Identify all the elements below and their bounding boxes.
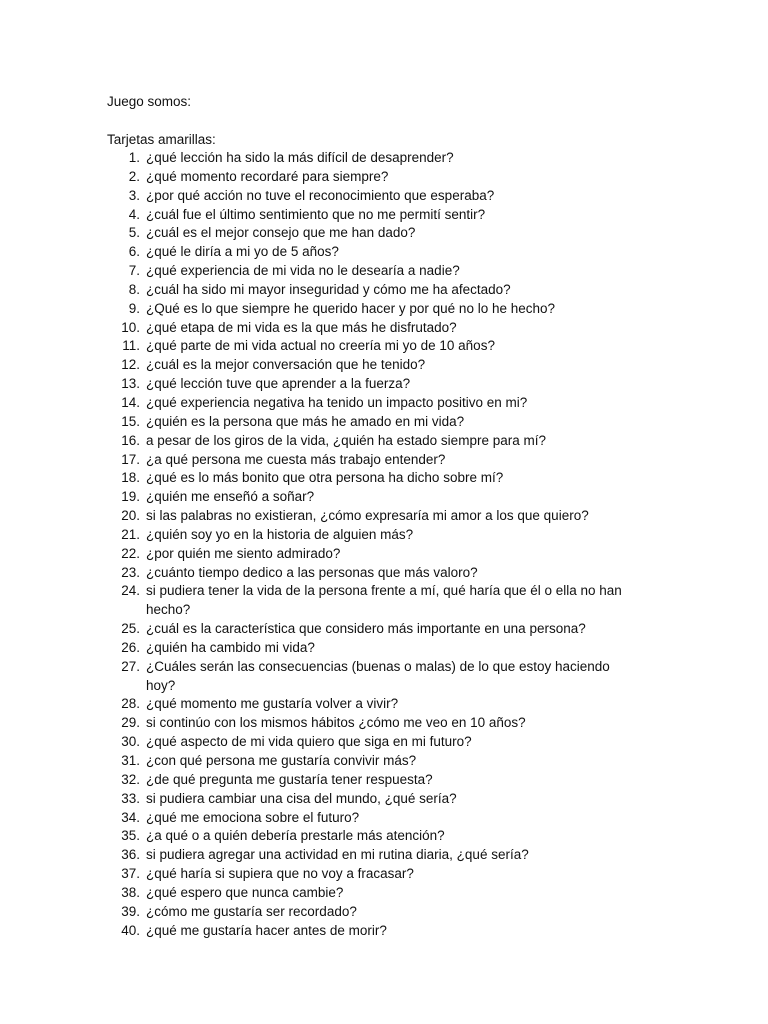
list-item: [0, 545, 768, 564]
question-number: 7.: [128, 263, 140, 279]
question-number: 1.: [128, 150, 140, 165]
question-text: ¿qué lección tuve que aprender a la fuerza?: [146, 376, 411, 392]
question-number: 37.: [121, 866, 140, 882]
list-item: [0, 865, 768, 884]
question-text: ¿cuál ha sido mi mayor inseguridad y cómo me ha afectado?: [146, 281, 511, 297]
question-list: [0, 149, 768, 940]
question-text: ¿qué parte de mi vida actual no creería mi yo de 10 años?: [146, 338, 495, 354]
list-item: [0, 507, 768, 526]
question-text: ¿qué etapa de mi vida es la que más he disfrutado?: [146, 319, 457, 335]
question-text: ¿qué lección ha sido la más difícil de desaprender?: [146, 150, 454, 165]
list-item: [0, 451, 768, 470]
question-number: 32.: [121, 771, 140, 787]
question-number: 24.: [121, 583, 140, 599]
question-number: 8.: [128, 281, 140, 297]
question-text: ¿quién me enseñó a soñar?: [146, 489, 315, 505]
list-item: [0, 319, 768, 338]
question-text: ¿qué espero que nunca cambie?: [146, 884, 344, 900]
list-item: [0, 262, 768, 281]
question-number: 25.: [121, 621, 140, 637]
question-text: ¿quién ha cambido mi vida?: [146, 639, 315, 655]
question-text: ¿cómo me gustaría ser recordado?: [146, 903, 357, 919]
question-number: 31.: [121, 753, 140, 768]
list-item: [0, 752, 768, 771]
question-text: ¿cuánto tiempo dedico a las personas que más valoro?: [146, 564, 478, 580]
list-item: [0, 846, 768, 865]
question-number: 38.: [121, 884, 140, 900]
list-item: [0, 733, 768, 752]
question-text: ¿quién es la persona que más he amado en mi vida?: [146, 413, 465, 429]
question-text: a pesar de los giros de la vida, ¿quién ha estado siempre para mí?: [146, 432, 546, 448]
question-text: si continúo con los mismos hábitos ¿cómo me veo en 10 años?: [146, 715, 526, 731]
question-text: ¿por qué acción no tuve el reconocimiento que esperaba?: [146, 187, 495, 203]
question-text: ¿Cuáles serán las consecuencias (buenas o malas) de lo que estoy haciendo hoy?: [146, 658, 610, 693]
list-item: [0, 149, 768, 168]
question-text: ¿a qué persona me cuesta más trabajo entender?: [146, 451, 446, 467]
question-text: ¿qué haría si supiera que no voy a fracasar?: [146, 866, 414, 882]
list-item: [0, 771, 768, 790]
question-number: 22.: [121, 545, 140, 561]
question-number: 28.: [121, 696, 140, 712]
question-text: si pudiera cambiar una cisa del mundo, ¿qué sería?: [146, 790, 457, 806]
question-number: 23.: [121, 564, 140, 580]
question-text: si pudiera tener la vida de la persona frente a mí, qué haría que él o ella no han hecho?: [146, 583, 622, 618]
question-number: 16.: [121, 432, 140, 448]
list-item: [0, 413, 768, 432]
list-item: [0, 582, 768, 620]
list-item: [0, 564, 768, 583]
question-text: ¿qué me emociona sobre el futuro?: [146, 809, 360, 825]
question-number: 39.: [121, 903, 140, 919]
question-number: 36.: [121, 847, 140, 863]
question-text: ¿de qué pregunta me gustaría tener respuesta?: [146, 771, 433, 787]
question-number: 27.: [121, 658, 140, 674]
question-number: 30.: [121, 734, 140, 750]
question-text: ¿cuál es el mejor consejo que me han dado?: [146, 225, 416, 241]
question-text: ¿qué momento recordaré para siempre?: [146, 168, 389, 184]
question-text: si las palabras no existieran, ¿cómo expresaría mi amor a los que quiero?: [146, 508, 589, 524]
question-number: 40.: [121, 922, 140, 938]
question-text: ¿qué experiencia negativa ha tenido un impacto positivo en mi?: [146, 394, 528, 410]
question-text: ¿qué experiencia de mi vida no le desearía a nadie?: [146, 263, 460, 279]
section-heading: Tarjetas amarillas:: [107, 132, 216, 147]
list-item: [0, 827, 768, 846]
question-number: 19.: [121, 489, 140, 505]
question-number: 3.: [128, 187, 140, 203]
list-item: [0, 526, 768, 545]
question-number: 6.: [128, 244, 140, 260]
list-item: [0, 695, 768, 714]
list-item: [0, 620, 768, 639]
question-number: 9.: [128, 300, 140, 316]
list-item: [0, 337, 768, 356]
question-text: ¿qué le diría a mi yo de 5 años?: [146, 244, 339, 260]
question-text: ¿Qué es lo que siempre he querido hacer y por qué no lo he hecho?: [146, 300, 556, 316]
question-text: ¿qué me gustaría hacer antes de morir?: [146, 922, 387, 938]
question-text: ¿a qué o a quién debería prestarle más atención?: [146, 828, 445, 844]
list-item: [0, 432, 768, 451]
list-item: [0, 658, 768, 696]
list-item: [0, 469, 768, 488]
list-item: [0, 394, 768, 413]
question-number: 29.: [121, 715, 140, 731]
list-item: [0, 790, 768, 809]
list-item: [0, 375, 768, 394]
list-item: [0, 884, 768, 903]
question-number: 15.: [121, 413, 140, 429]
list-item: [0, 714, 768, 733]
question-text: ¿qué momento me gustaría volver a vivir?: [146, 696, 399, 712]
list-item: [0, 281, 768, 300]
question-text: ¿con qué persona me gustaría convivir más?: [146, 753, 417, 768]
list-item: [0, 809, 768, 828]
question-number: 21.: [121, 526, 140, 542]
question-number: 13.: [121, 376, 140, 392]
question-number: 12.: [121, 357, 140, 373]
list-item: [0, 356, 768, 375]
question-text: ¿cuál fue el último sentimiento que no me permití sentir?: [146, 206, 486, 222]
question-text: ¿cuál es la mejor conversación que he tenido?: [146, 357, 426, 373]
question-number: 11.: [122, 338, 140, 354]
question-text: ¿qué es lo más bonito que otra persona ha dicho sobre mí?: [146, 470, 504, 486]
question-number: 26.: [121, 639, 140, 655]
list-item: [0, 922, 768, 941]
question-text: ¿por quién me siento admirado?: [146, 545, 341, 561]
question-text: ¿quién soy yo en la historia de alguien más?: [146, 526, 414, 542]
list-item: [0, 206, 768, 225]
question-number: 14.: [121, 394, 140, 410]
question-number: 33.: [121, 790, 140, 806]
list-item: [0, 488, 768, 507]
question-number: 34.: [121, 809, 140, 825]
list-item: [0, 243, 768, 262]
list-item: [0, 639, 768, 658]
question-number: 4.: [128, 206, 140, 222]
list-item: [0, 168, 768, 187]
question-number: 17.: [121, 451, 140, 467]
question-text: ¿qué aspecto de mi vida quiero que siga en mi futuro?: [146, 734, 472, 750]
question-number: 35.: [121, 828, 140, 844]
document-title: Juego somos:: [107, 94, 192, 109]
question-text: ¿cuál es la característica que considero más importante en una persona?: [146, 621, 586, 637]
question-number: 20.: [121, 508, 140, 524]
question-number: 5.: [128, 225, 140, 241]
list-item: [0, 224, 768, 243]
question-number: 2.: [128, 168, 140, 184]
list-item: [0, 903, 768, 922]
question-number: 18.: [121, 470, 140, 486]
list-item: [0, 300, 768, 319]
list-item: [0, 187, 768, 206]
question-text: si pudiera agregar una actividad en mi rutina diaria, ¿qué sería?: [146, 847, 529, 863]
question-number: 10.: [121, 319, 140, 335]
